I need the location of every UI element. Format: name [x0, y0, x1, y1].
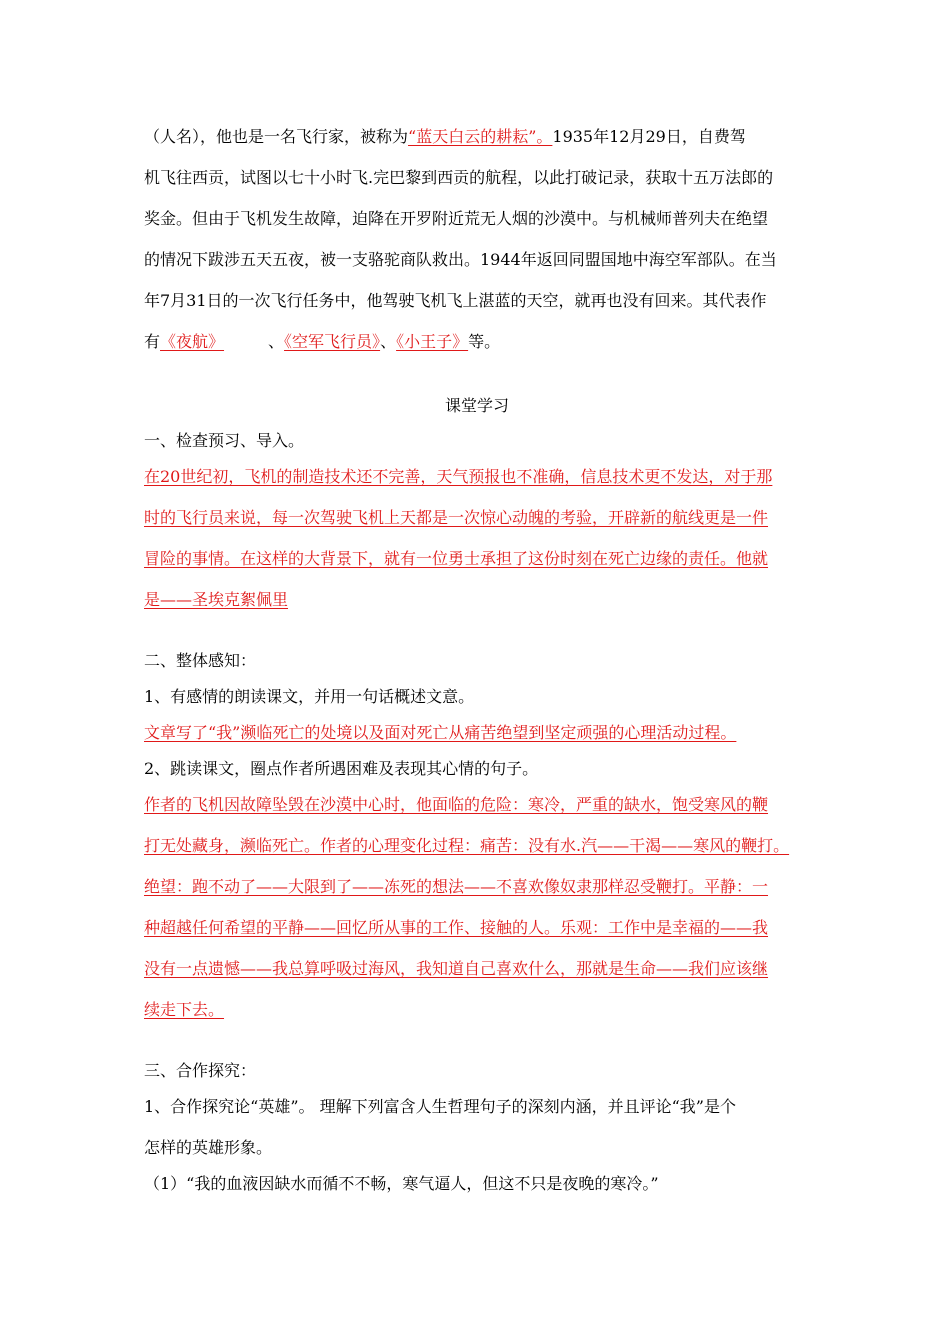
intro-text: 有	[144, 332, 161, 351]
work-title: 《夜航》	[160, 332, 225, 351]
intro-line-1	[144, 126, 746, 148]
answer-line: 续走下去。	[144, 1000, 225, 1019]
intro-line-2: 机飞往西贡，试图以七十小时飞.完巴黎到西贡的航程，以此打破记录，获取十五万法郎的	[144, 168, 774, 187]
work-title: 《小王子》	[396, 332, 469, 351]
intro-line-4: 的情况下跋涉五天五夜，被一支骆驼商队救出。1944年返回同盟国地中海空军部队。在当	[144, 250, 777, 269]
separator: 、	[268, 332, 285, 351]
section-title: 课堂学习	[444, 396, 509, 415]
answer-line: 绝望：跑不动了——大限到了——冻死的想法——不喜欢像奴隶那样忍受鞭打。平静：一	[144, 877, 769, 896]
question-line: 1、有感情的朗读课文，并用一句话概述文意。	[144, 687, 475, 706]
separator: 、	[380, 332, 397, 351]
question-line: 怎样的英雄形象。	[144, 1138, 273, 1157]
intro-text: （人名），他也是一名飞行家，被称为	[144, 127, 409, 146]
answer-line: 文章写了“我”濒临死亡的处境以及面对死亡从痛苦绝望到坚定顽强的心理活动过程。	[144, 723, 737, 742]
answer-line: 种超越任何希望的平静——回忆所从事的工作、接触的人。乐观：工作中是幸福的——我	[144, 918, 769, 937]
question-line: （1）“我的血液因缺水而循不不畅，寒气逼人，但这不只是夜晚的寒冷。”	[144, 1174, 659, 1193]
answer-line: 在20世纪初，飞机的制造技术还不完善，天气预报也不准确，信息技术更不发达，对于那	[144, 467, 773, 486]
intro-line-5: 年7月31日的一次飞行任务中，他驾驶飞机飞上湛蓝的天空，就再也没有回来。其代表作	[144, 291, 767, 310]
answer-line: 时的飞行员来说，每一次驾驶飞机上天都是一次惊心动魄的考验，开辟新的航线更是一件	[144, 508, 769, 527]
answer-line: 打无处藏身，濒临死亡。作者的心理变化过程：痛苦：没有水.汽——干渴——寒风的鞭打。	[144, 836, 790, 855]
section-3-heading: 三、合作探究：	[144, 1061, 257, 1080]
answer-line: 是——圣埃克絮佩里	[144, 590, 289, 609]
question-line: 2、跳读课文，圈点作者所遇困难及表现其心情的句子。	[144, 759, 539, 778]
answer-line: 作者的飞机因故障坠毁在沙漠中心时，他面临的危险：寒冷，严重的缺水，饱受寒风的鞭	[144, 795, 769, 814]
answer-line: 没有一点遗憾——我总算呼吸过海风，我知道自己喜欢什么，那就是生命——我们应该继	[144, 959, 769, 978]
section-2-heading: 二、整体感知：	[144, 651, 257, 670]
question-line: 1、合作探究论“英雄”。 理解下列富含人生哲理句子的深刻内涵，并且评论“我”是个	[144, 1097, 736, 1116]
answer-line: 冒险的事情。在这样的大背景下，就有一位勇士承担了这份时刻在死亡边缘的责任。他就	[144, 549, 769, 568]
intro-text: 等。	[468, 332, 501, 351]
intro-line-6	[144, 331, 500, 353]
work-title: 《空军飞行员》	[284, 332, 381, 351]
section-1-heading: 一、检查预习、导入。	[144, 431, 305, 450]
intro-line-3: 奖金。但由于飞机发生故障，迫降在开罗附近荒无人烟的沙漠中。与机械师普列夫在绝望	[144, 209, 769, 228]
intro-text: 1935年12月29日，自费驾	[552, 127, 746, 146]
nickname-answer: “蓝天白云的耕耘”。	[408, 127, 553, 146]
